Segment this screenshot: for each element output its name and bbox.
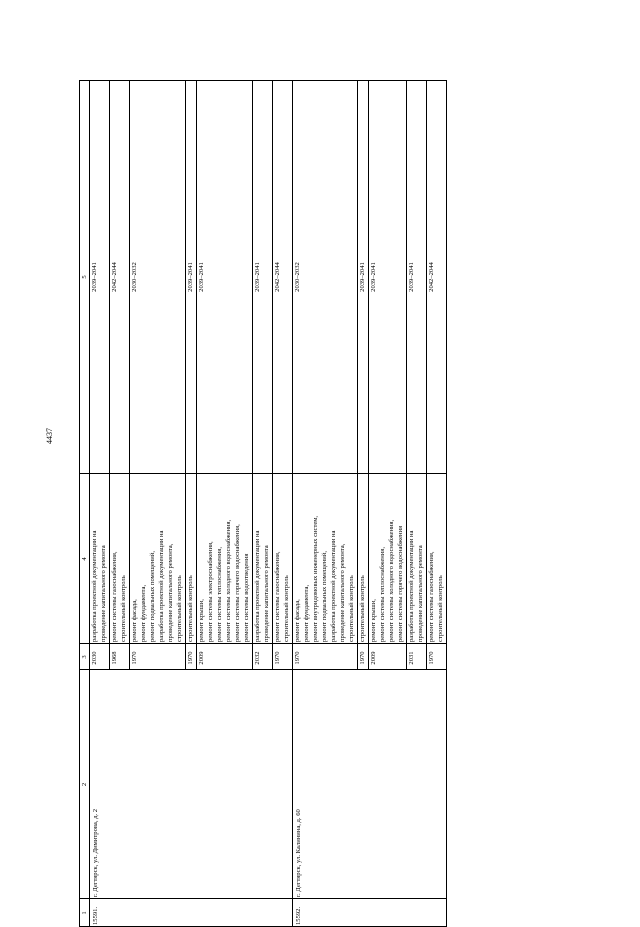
build-year: 1970 bbox=[131, 651, 138, 665]
entry-number: 15591. bbox=[92, 906, 99, 925]
work-period: 2030–2032 bbox=[131, 262, 138, 292]
work-line: строительный контроль bbox=[283, 575, 290, 642]
work-line: ремонт системы газоснабжения, bbox=[111, 551, 118, 642]
build-year: 2009 bbox=[370, 651, 377, 665]
work-period: 2042–2044 bbox=[111, 262, 118, 292]
table-top-border bbox=[79, 80, 80, 927]
work-period: 2039–2041 bbox=[254, 262, 261, 292]
entry-number: 15592. bbox=[295, 906, 302, 925]
work-line: строительный контроль bbox=[348, 575, 355, 642]
work-line: ремонт системы горячего водоснабжения bbox=[397, 525, 404, 642]
work-line: ремонт системы газоснабжения, bbox=[428, 551, 435, 642]
column-border bbox=[79, 80, 446, 81]
column-header-4: 4 bbox=[81, 557, 88, 561]
column-border bbox=[79, 643, 446, 644]
address-column-border bbox=[89, 898, 292, 899]
work-period: 2039–2041 bbox=[370, 262, 377, 292]
build-year: 1970 bbox=[294, 651, 301, 665]
work-line: проведение капитального ремонта, bbox=[339, 543, 346, 642]
work-line: ремонт системы горячего водоснабжения, bbox=[234, 524, 241, 642]
build-year: 1970 bbox=[274, 651, 281, 665]
column-header-1: 1 bbox=[81, 911, 88, 915]
work-line: проведение капитального ремонта, bbox=[167, 543, 174, 642]
work-period: 2039–2041 bbox=[91, 262, 98, 292]
work-period: 2039–2041 bbox=[187, 262, 194, 292]
entry-divider bbox=[446, 80, 447, 927]
work-period: 2039–2041 bbox=[198, 262, 205, 292]
build-year: 2032 bbox=[254, 651, 261, 665]
work-line: ремонт системы водоотведения bbox=[243, 553, 250, 642]
work-line: ремонт фундамента, bbox=[140, 584, 147, 642]
entry-address: г. Дегтярск, ул. Калинина, д. 60 bbox=[295, 809, 302, 897]
work-line: разработка проектной документации на bbox=[91, 530, 98, 642]
column-border bbox=[79, 669, 446, 670]
build-year: 1970 bbox=[187, 651, 194, 665]
work-line: ремонт фасада, bbox=[131, 599, 138, 642]
work-period: 2030–2032 bbox=[294, 262, 301, 292]
work-line: ремонт системы холодного водоснабжения, bbox=[388, 519, 395, 642]
work-line: ремонт подвальных помещений, bbox=[321, 551, 328, 642]
work-line: ремонт внутридомовых инженерных систем, bbox=[312, 515, 319, 642]
work-line: разработка проектной документации на bbox=[408, 530, 415, 642]
work-period: 2042–2044 bbox=[428, 262, 435, 292]
work-line: ремонт системы теплоснабжения, bbox=[379, 547, 386, 642]
work-line: разработка проектной документации на bbox=[158, 530, 165, 642]
build-year: 2009 bbox=[198, 651, 205, 665]
work-line: разработка проектной документации на bbox=[330, 530, 337, 642]
work-line: ремонт подвальных помещений, bbox=[149, 551, 156, 642]
work-line: ремонт крыши, bbox=[198, 599, 205, 642]
work-line: проведение капитального ремонта bbox=[417, 545, 424, 642]
work-line: строительный контроль bbox=[437, 575, 444, 642]
page-number: 4437 bbox=[45, 428, 54, 444]
address-column-border bbox=[292, 898, 446, 899]
work-period: 2039–2041 bbox=[408, 262, 415, 292]
work-period: 2039–2041 bbox=[359, 262, 366, 292]
work-line: ремонт системы холодного водоснабжения, bbox=[225, 519, 232, 642]
work-line: строительный контроль bbox=[187, 575, 194, 642]
work-line: проведение капитального ремонта bbox=[100, 545, 107, 642]
work-line: ремонт системы теплоснабжения, bbox=[216, 547, 223, 642]
work-line: ремонт системы газоснабжения, bbox=[274, 551, 281, 642]
work-line: разработка проектной документации на bbox=[254, 530, 261, 642]
work-line: ремонт фасада, bbox=[294, 599, 301, 642]
build-year: 1968 bbox=[111, 651, 118, 665]
work-period: 2042–2044 bbox=[274, 262, 281, 292]
build-year: 1970 bbox=[428, 651, 435, 665]
build-year: 2030 bbox=[91, 651, 98, 665]
work-line: строительный контроль bbox=[120, 575, 127, 642]
column-header-2: 2 bbox=[81, 782, 88, 787]
column-border bbox=[79, 898, 89, 899]
work-line: строительный контроль bbox=[359, 575, 366, 642]
column-header-3: 3 bbox=[81, 655, 88, 659]
entry-address: г. Дегтярск, ул. Димитрова, д. 2 bbox=[92, 808, 99, 897]
build-year: 1970 bbox=[359, 651, 366, 665]
work-line: ремонт системы электроснабжения, bbox=[207, 541, 214, 642]
work-line: ремонт крыши, bbox=[370, 599, 377, 642]
work-line: строительный контроль bbox=[176, 575, 183, 642]
column-border bbox=[79, 473, 446, 474]
work-line: проведение капитального ремонта bbox=[263, 545, 270, 642]
build-year: 2031 bbox=[408, 651, 415, 665]
rotated-table bbox=[79, 80, 531, 927]
column-header-5: 5 bbox=[81, 275, 88, 279]
work-line: ремонт фундамента, bbox=[303, 584, 310, 642]
